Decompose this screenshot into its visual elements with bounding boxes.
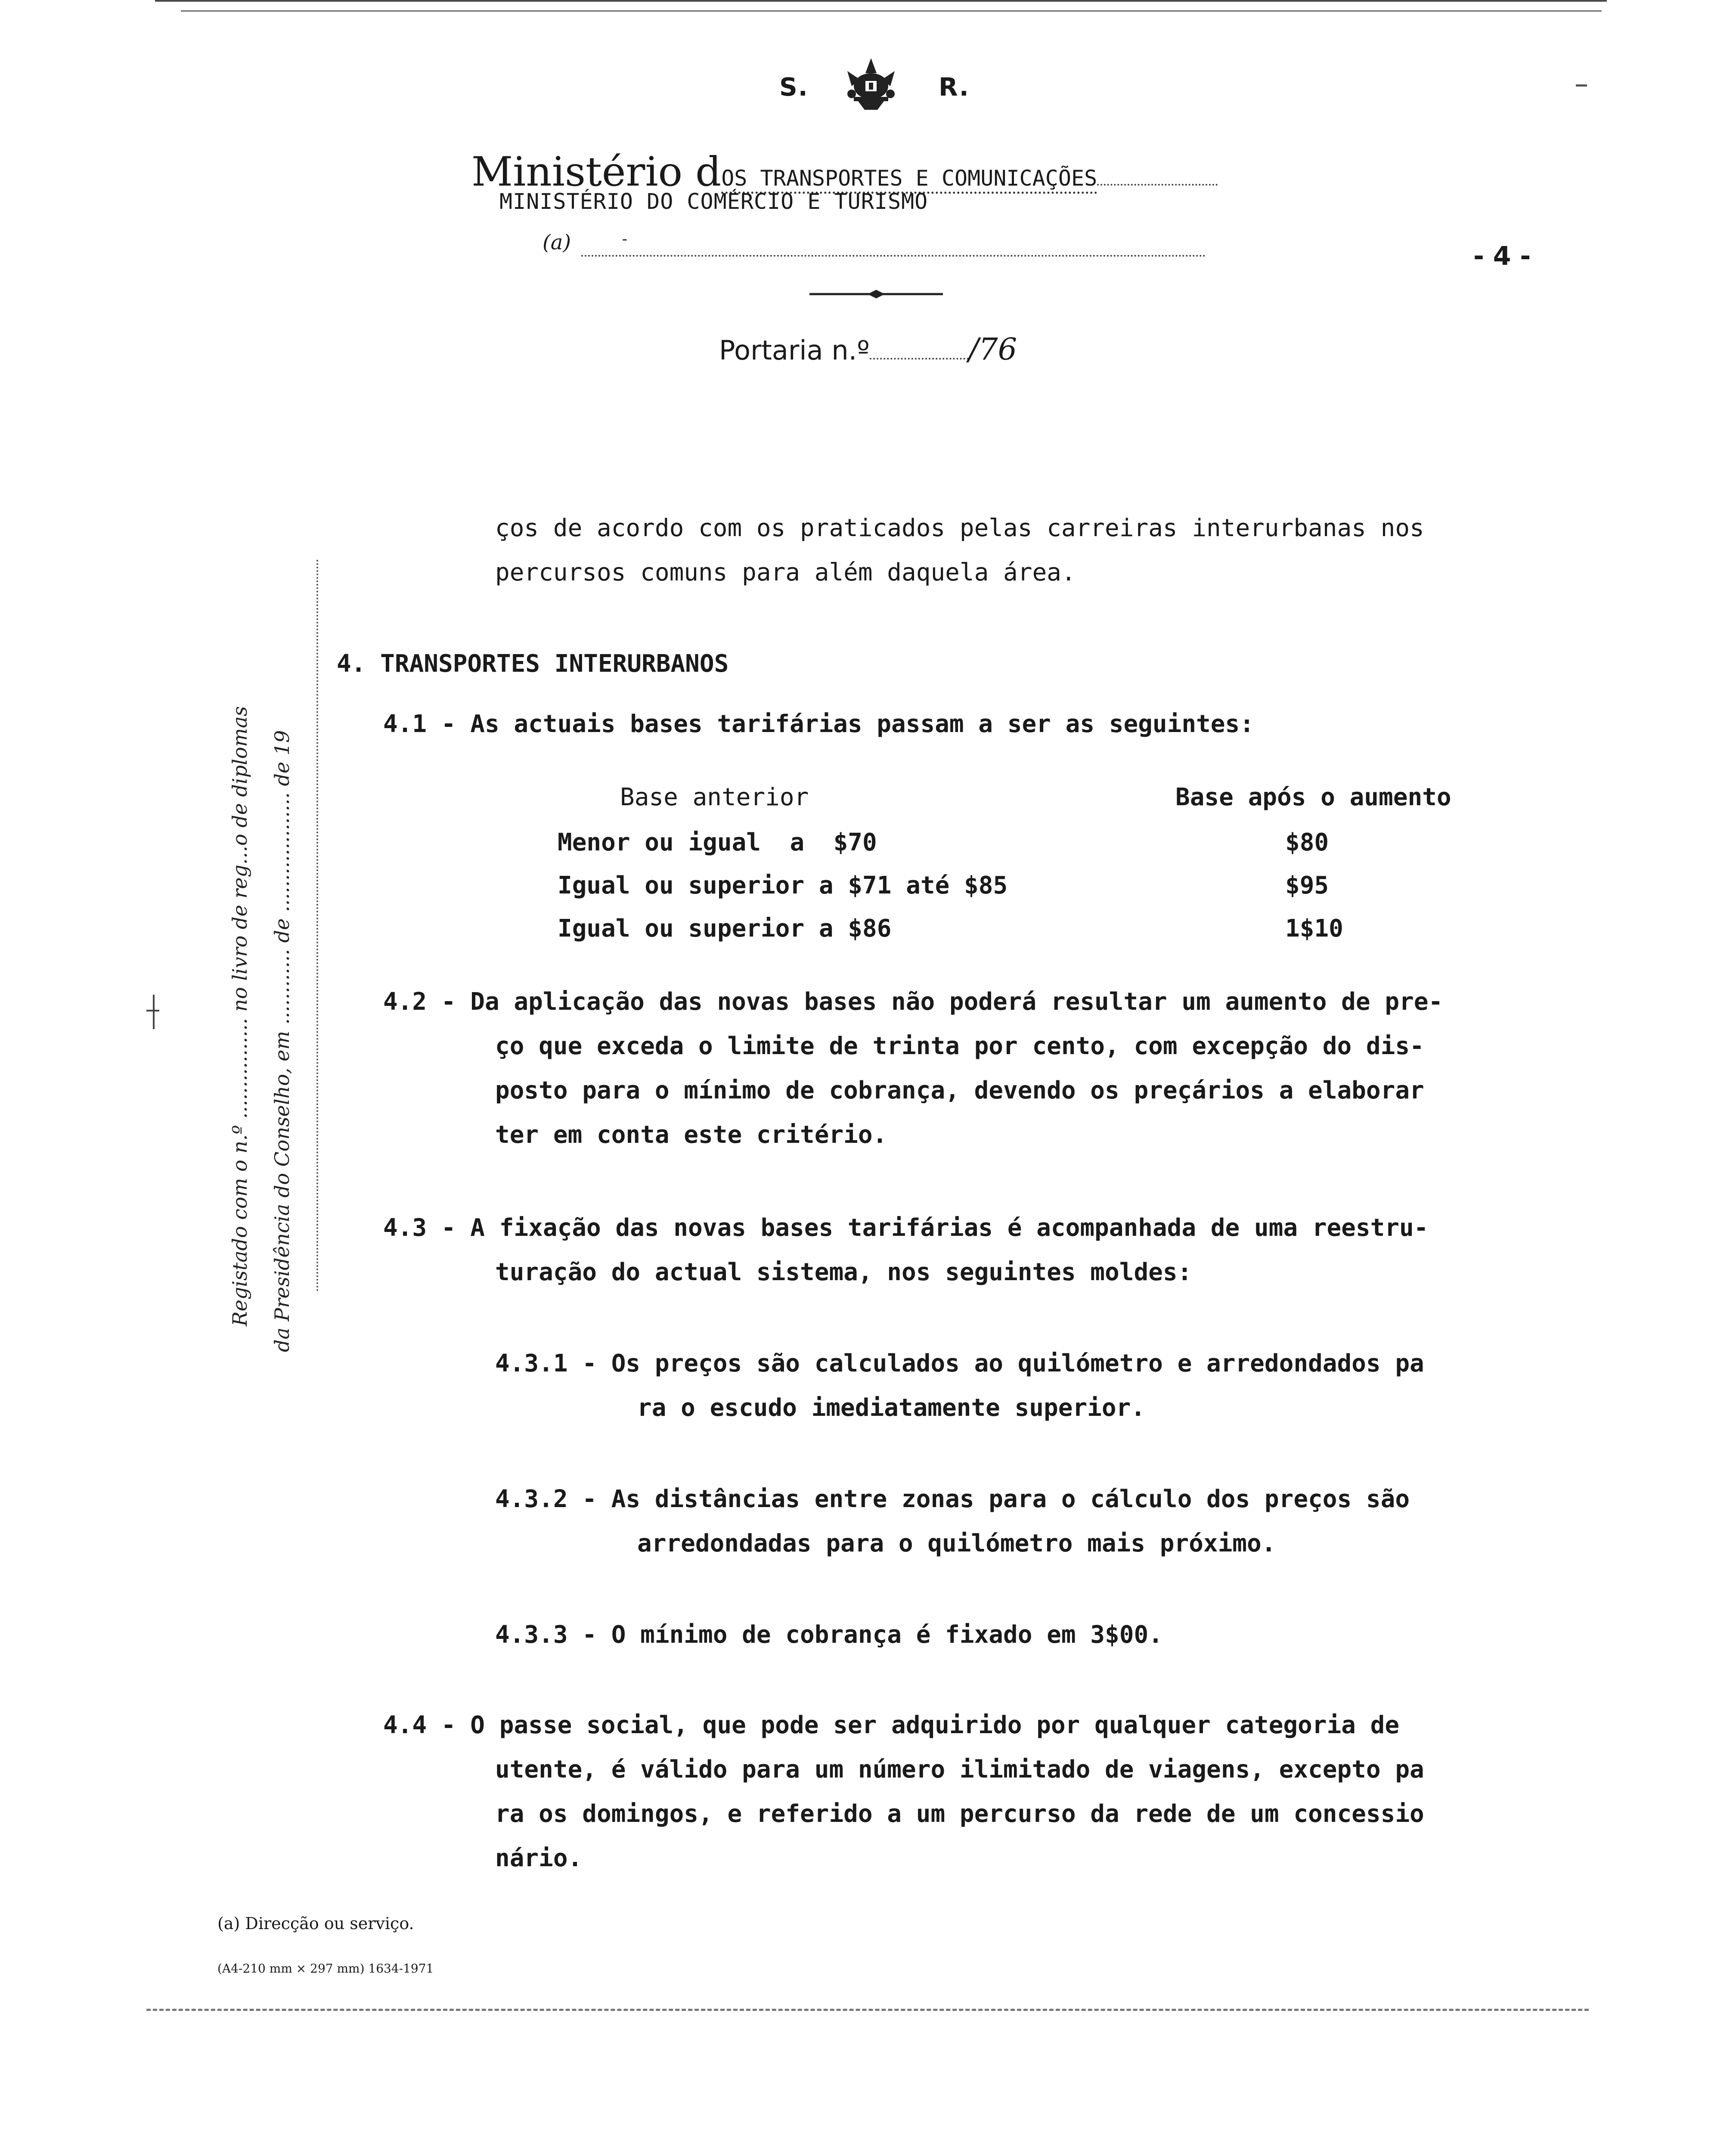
paragraph-4-4-line: 4.4 - O passe social, que pode ser adquirido por qualquer categoria de [383, 1711, 1400, 1739]
divider-ornament [809, 288, 943, 301]
tariff-row-left: Menor ou igual a $70 [558, 828, 877, 856]
margin-vertical-rule [316, 560, 318, 1292]
paragraph-4-2-line: 4.2 - Da aplicação das novas bases não poderá resultar um aumento de pre- [383, 988, 1443, 1016]
coat-of-arms-emblem [839, 56, 903, 112]
paragraph-4-3-1-line: ra o escudo imediatamente superior. [637, 1394, 1146, 1422]
section-4-title: 4. TRANSPORTES INTERURBANOS [337, 650, 729, 678]
paragraph-4-3-line: turação do actual sistema, nos seguintes moldes: [495, 1258, 1192, 1286]
tariff-row-left: Igual ou superior a $86 [558, 915, 892, 943]
ministry-dotted-leader [1097, 180, 1218, 186]
ministry-prefix: Ministério d [471, 149, 722, 195]
page-number: - 4 - [1473, 241, 1531, 271]
top-rule-secondary [181, 10, 1602, 12]
footer-note: (a) Direcção ou serviço. [217, 1914, 414, 1933]
portaria-line [719, 332, 1017, 367]
margin-tick [153, 995, 155, 1029]
paragraph-4-4-line: nário. [495, 1844, 583, 1872]
tariff-row-right: 1$10 [1285, 915, 1343, 943]
margin-registration-note-2: da Presidência do Conselho, em ............ de ................... de 19 [270, 730, 294, 1352]
footer-form-code: (A4-210 mm × 297 mm) 1634-1971 [217, 1961, 434, 1976]
ministry-suffix: OS TRANSPORTES E COMUNICAÇÕES [721, 166, 1097, 194]
paragraph-4-3-2-line: 4.3.2 - As distâncias entre zonas para o cálculo dos preços são [495, 1485, 1410, 1513]
tariff-row-right: $95 [1285, 872, 1329, 900]
paragraph-4-4-line: ra os domingos, e referido a um percurso da rede de um concessio [495, 1800, 1424, 1828]
paragraph-4-4-line: utente, é válido para um número ilimitado de viagens, excepto pa [495, 1756, 1424, 1784]
paragraph-4-1: 4.1 - As actuais bases tarifárias passam a ser as seguintes: [383, 710, 1254, 738]
portaria-number: /76 [968, 332, 1017, 367]
intro-line-2: percursos comuns para além daquela área. [495, 558, 1076, 586]
field-a-label: (a) [542, 230, 571, 254]
bottom-rule [146, 2009, 1589, 2011]
paragraph-4-3-1-line: 4.3.1 - Os preços são calculados ao quilómetro e arredondados pa [495, 1350, 1424, 1377]
margin-dash [1576, 84, 1587, 87]
top-rule [155, 0, 1607, 2]
paragraph-4-3-2-line: arredondadas para o quilómetro mais próximo. [637, 1529, 1276, 1557]
field-a-value: - [620, 230, 629, 248]
portaria-label: Portaria n.º [719, 335, 870, 366]
paragraph-4-3-3: 4.3.3 - O mínimo de cobrança é fixado em 3$00. [495, 1621, 1163, 1649]
tariff-header-left: Base anterior [620, 783, 809, 811]
tariff-header-right: Base após o aumento [1175, 783, 1451, 811]
paragraph-4-2-line: posto para o mínimo de cobrança, devendo os preçários a elaborar [495, 1076, 1424, 1104]
ministry-line2: MINISTÉRIO DO COMÉRCIO E TURISMO [499, 189, 928, 214]
paragraph-4-3-line: 4.3 - A fixação das novas bases tarifárias é acompanhada de uma reestru- [383, 1214, 1429, 1242]
header-left-code: S. [779, 72, 809, 102]
intro-line-1: ços de acordo com os praticados pelas carreiras interurbanas nos [495, 514, 1424, 542]
tariff-row-left: Igual ou superior a $71 até $85 [558, 872, 1008, 900]
paragraph-4-2-line: ço que exceda o limite de trinta por cento, com excepção do dis- [495, 1032, 1424, 1060]
portaria-dotted-leader [870, 354, 969, 360]
margin-tick-cross [146, 1010, 159, 1011]
header-right-code: R. [939, 72, 970, 102]
tariff-row-right: $80 [1285, 828, 1329, 856]
paragraph-4-2-line: ter em conta este critério. [495, 1121, 887, 1149]
margin-registration-note-1: Registado com o n.º ................ no livro de reg...o de diplomas [228, 706, 251, 1326]
field-a-dotted-line [581, 255, 1206, 257]
